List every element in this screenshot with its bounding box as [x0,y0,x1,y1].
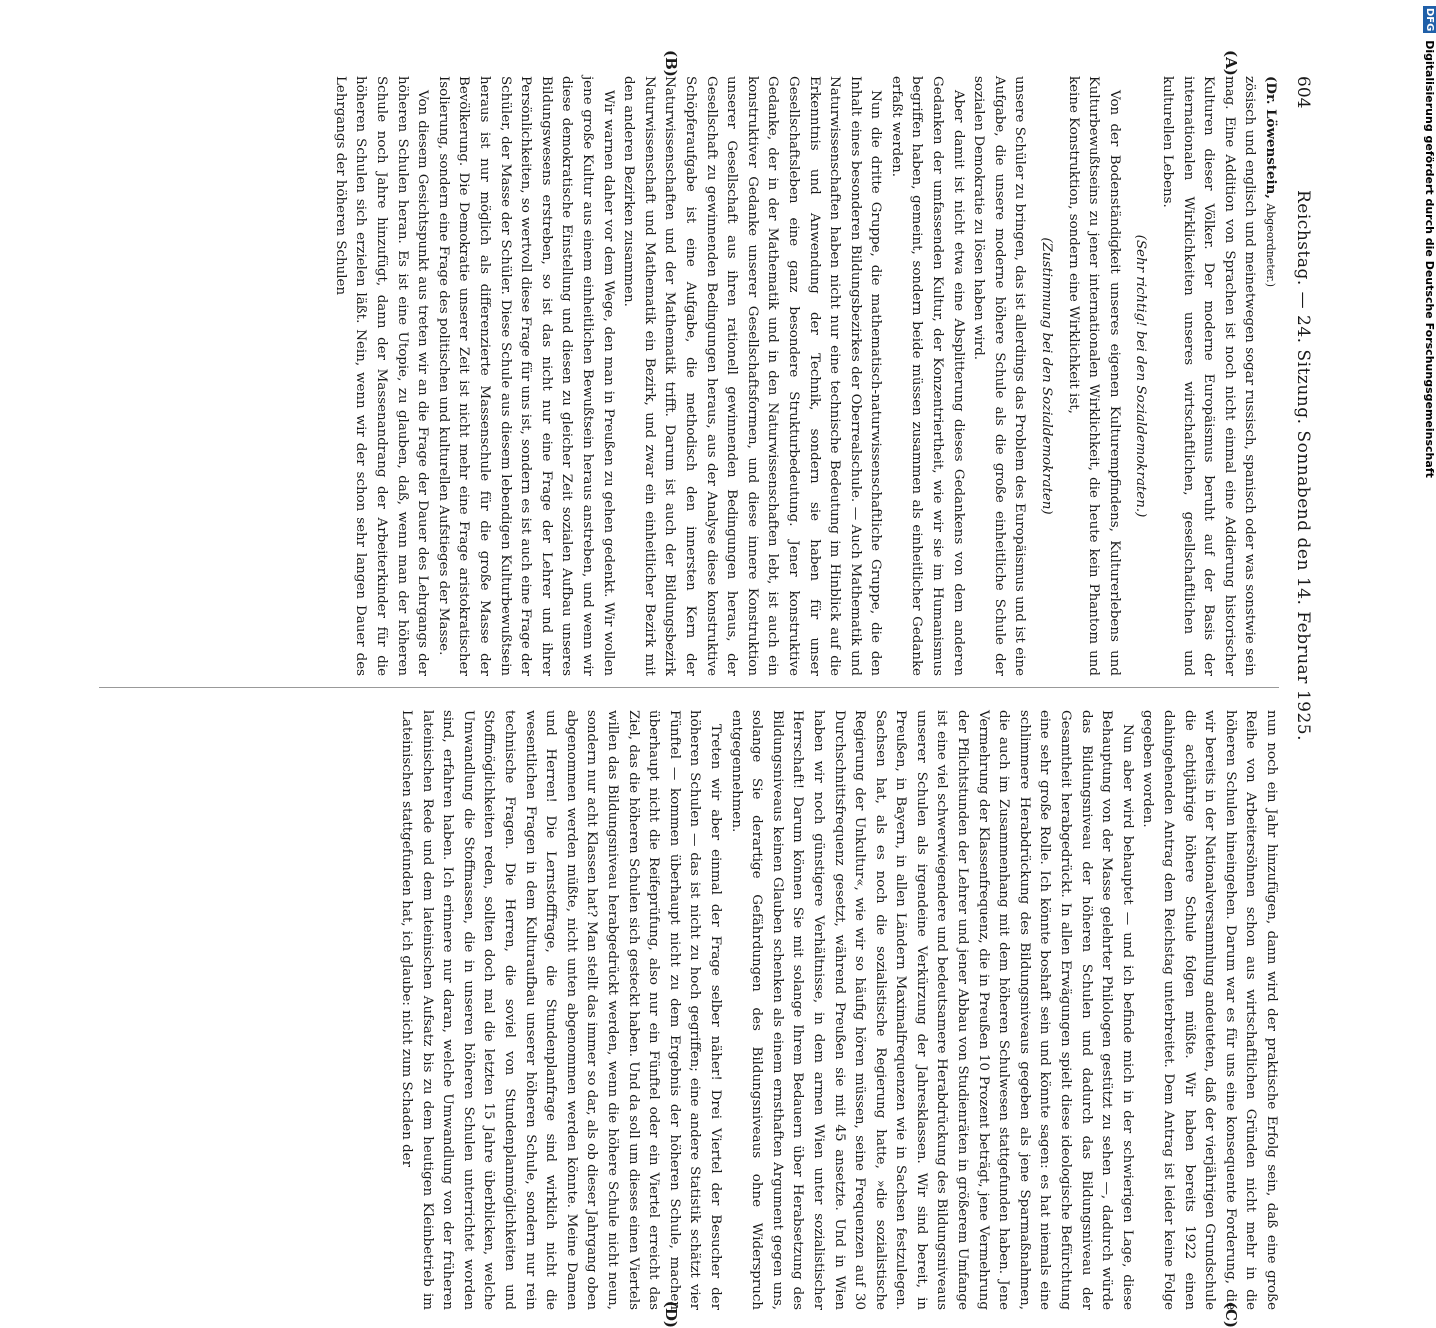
left-column [81,50,1281,676]
digitization-note-text: Digitalisierung gefördert durch die Deutsche Forschungsgemeinschaft [1423,40,1436,478]
paragraph: Treten wir aber einmal der Frage selber näher! Drei Viertel der Besucher der höheren Schulen — das ist nicht zu hoch gegriffen; eine andere Statistik schätzt vier Fünftel — kommen überhaupt nicht zu dem Ergebnis der höheren Schule, machen überhaupt nicht die Reifeprüfung, also nur ein Fünftel oder ein Viertel erreicht das Ziel, das die höheren Schulen sich gesteckt haben. Und da soll um dieses einen Viertels willen das Bildungsniveau herabgedrückt werden, wenn die höhere Schule nicht neun, sondern nur acht Klassen hat? Man stellt das immer so dar, als ob dieser Jahrgang oben abgenommen werden müßte, nicht unten abgenommen werden könnte. Meine Damen und Herren! Die Lernstofffrage, die Stundenplanfrage sind wirklich nicht die wesentlichen Fragen in dem Kulturaufbau unserer höheren Schule, sondern nur rein technische Fragen. Die Herren, die soviel von Stundenplanmöglichkeiten und Stoffmöglichkeiten reden, sollten doch mal die letzten 15 Jahre überblicken, welche Umwandlung die Stoffmassen, die in unseren höheren Schulen unterrichtet worden sind, erfahren haben. Ich erinnere nur daran, welche Umwandlung von der früheren lateinischen Rede und dem lateinischen Aufsatz bis zu dem heutigen Kleinbetrieb im Lateinischen stattgefunden hat, ich glaube: nicht zum Schaden der [399,710,723,1310]
paragraph: Von der Bodenständigkeit unseres eigenen Kulturempfindens, Kulturerlebens und Kulturbewußtseins zu jener internationalen Wirklichkeit, die heute kein Phantom und keine Konstruktion, sondern eine Wirklichkeit ist, [1065,76,1122,676]
interjection: (Zustimmung bei den Sozialdemokraten) [1039,237,1055,515]
margin-marker-c: (C) [1222,1301,1240,1328]
interjection: (Sehr richtig! bei den Sozialdemokraten.) [1133,234,1149,518]
paragraph: Wir warnen daher vor dem Wege, den man in Preußen zu gehen gedenkt. Wir wollen jene große Kultur aus einem einheitlichen Bewußtsein heraus anstreben, und wenn wir diese demokratische Einstellung und diesen zu gleicher Zeit sozialen Aufbau unseres Bildungswesens erstreben, so ist das nicht nur eine Frage der Lehrer und ihrer Persönlichkeiten, so wertvoll diese Frage für uns ist, sondern es ist auch eine Frage der Schüler, der Masse der Schüler. Diese Schule aus diesem lebendigen Kulturbewußtsein heraus ist nur möglich als differenzierte Massenschule für die große Masse der Bevölkerung. Die Demokratie unserer Zeit ist nicht mehr eine Frage aristokratischer Isolierung, sondern eine Frage des politischen und kulturellen Aufstieges der Masse. [435,76,616,676]
page-number: 604 [1293,76,1313,109]
digitization-note [1423,6,1436,478]
paragraph: zösisch und englisch und meinetwegen sogar russisch, spanisch oder was sonstwie sein mag. Eine Addition von Sprachen ist noch nicht einmal eine Addierung historischer Kulturen dieser Völker. Der moderne Europäismus beruht auf der Basis der internationalen Wirklichkeiten unseres wirtschaftlichen, gesellschaftlichen und kulturellen Lebens. [1160,76,1258,676]
paragraph: nun noch ein Jahr hinzufügen, dann wird der praktische Erfolg sein, daß eine große Reihe von Arbeitersöhnen schon aus wirtschaftlichen Gründen nicht mehr in die höheren Schulen hineingehen. Darum war es für uns eine konsequente Forderung, die wir bereits in der Nationalversammlung andeuteten, daß der vierjährigen Grundschule die achtjährige höhere Schule folgen müßte. Wir haben bereits 1922 einen dahingehenden Antrag dem Reichstag unterbreitet. Dem Antrag ist leider keine Folge gegeben worden. [1140,710,1279,1310]
paragraph: Nun die dritte Gruppe, die mathematisch-naturwissenschaftliche Gruppe, die den Inhalt eines besonderen Bildungsbezirkes der Oberrealschule. — Auch Mathematik und Naturwissenschaften haben nicht nur eine technische Bedeutung im Hinblick auf die Erkenntnis und Anwendung der Technik, sondern sie haben für unser Gesellschaftsleben eine ganz besondere Strukturbedeutung. Jener konstruktive Gedanke, der in der Mathematik und in den Naturwissenschaften lebt, ist auch ein konstruktiver Gedanke unserer Gesellschaftsformen, und diese innere Konstruktion unserer Gesellschaft aus ihren rationell gewinnenden Bedingungen heraus, der Gesellschaft zu gewinnenden Bedingungen heraus, aus der Analyse diese konstruktive Schöpferaufgabe ist eine Aufgabe, die methodisch den innersten Kern der Naturwissenschaften und der Mathematik trifft. Darum ist auch der Bildungsbezirk Naturwissenschaft und Mathematik ein Bezirk, und zwar ein einheitlicher Bezirk mit den anderen Bezirken zusammen. [621,76,884,676]
paragraph: unsere Schüler zu bringen, das ist allerdings das Problem des Europäismus und ist eine Aufgabe, die unsere moderne höhere Schule als die große einheitliche Schule der sozialen Demokratie zu lösen haben wird. [971,76,1028,676]
margin-marker-b: (B) [662,50,680,77]
speaker-name: (Dr. Löwenstein, [1263,76,1279,199]
page-title: Reichstag. — 24. Sitzung. Sonnabend den 14. Februar 1925. [1293,190,1313,741]
right-column [81,710,1281,1328]
running-head [1287,70,1315,940]
dfg-logo: DFG [1424,8,1435,32]
paragraph [1259,76,1281,676]
margin-marker-d: (D) [662,1300,680,1328]
column-divider [99,687,1279,688]
paragraph: Nun aber wird behauptet — und ich befinde mich in der schwierigen Lage, diese Behauptung von der Masse gelehrter Philologen gestützt zu sehen —, dadurch würde das Bildungsniveau der höheren Schulen und dadurch das Bildungsniveau der Gesamtheit herabgedrückt. In allen Erwägungen spielt diese ideologische Befürchtung eine sehr große Rolle. Ich könnte boshaft sein und könnte sagen: es hat niemals eine schlimmere Herabdrückung des Bildungsniveaus gegeben als jene Sparmaßnahmen, die auch im Zusammenhang mit dem höheren Schulwesen stattgefunden haben. Jene Vermehrung der Klassenfrequenz, die in Preußen 10 Prozent beträgt, jene Vermehrung der Pflichtstunden der Lehrer und jener Abbau von Studienräten in größerem Umfange ist eine viel schwerwiegendere und bedeutsamere Herabdrückung des Bildungsniveaus unserer Schulen als irgendeine Verkürzung der Jahresklassen. Wir sind bereit, in Preußen, in Bayern, in allen Ländern Maximalfrequenzen wie in Sachsen festzulegen. Sachsen hat, als es noch die sozialistische Regierung hatte, »die sozialistische Regierung der Unkultur«, wie wir so häufig hören müssen, seine Frequenzen auf 30 Durchschnittsfrequenz gesetzt, während Preußen sie mit 45 ansetzte. Und in Wien haben wir noch günstigere Verhältnisse, in dem armen Wien unter sozialistischer Herrschaft! Darum können Sie mit solange Ihrem Bedauern über Herabsetzung des Bildungsniveaus keinen Glauben schenken als einem ernsthaften Argument gegen uns, solange Sie derartige Gefährdungen des Bildungsniveaus ohne Widerspruch entgegennehmen. [728,710,1135,1310]
paragraph: Von diesem Gesichtspunkt aus treten wir an die Frage der Dauer des Lehrgangs der höheren Schulen heran. Es ist eine Utopie, zu glauben, daß, wenn man der höheren Schule noch Jahre hinzufügt, dann der Massenandrang der Arbeiterkinder für die höheren Schulen sich erzielen läßt. Nein, wenn wir der schon sehr langen Dauer des Lehrgangs der höheren Schulen [332,76,431,676]
margin-marker-a: (A) [1222,50,1240,76]
document-page [75,50,1315,1328]
paragraph: Aber damit ist nicht etwa eine Absplitterung dieses Gedankens von dem anderen Gedanken der umfassenden Kultur, der Konzentriertheit, wie wir sie im Humanismus begriffen haben, gemeint, sondern beide müssen zusammen als einheitlicher Gedanke erfaßt werden. [888,76,966,676]
speaker-role: Abgeordneter.) [1264,203,1277,288]
